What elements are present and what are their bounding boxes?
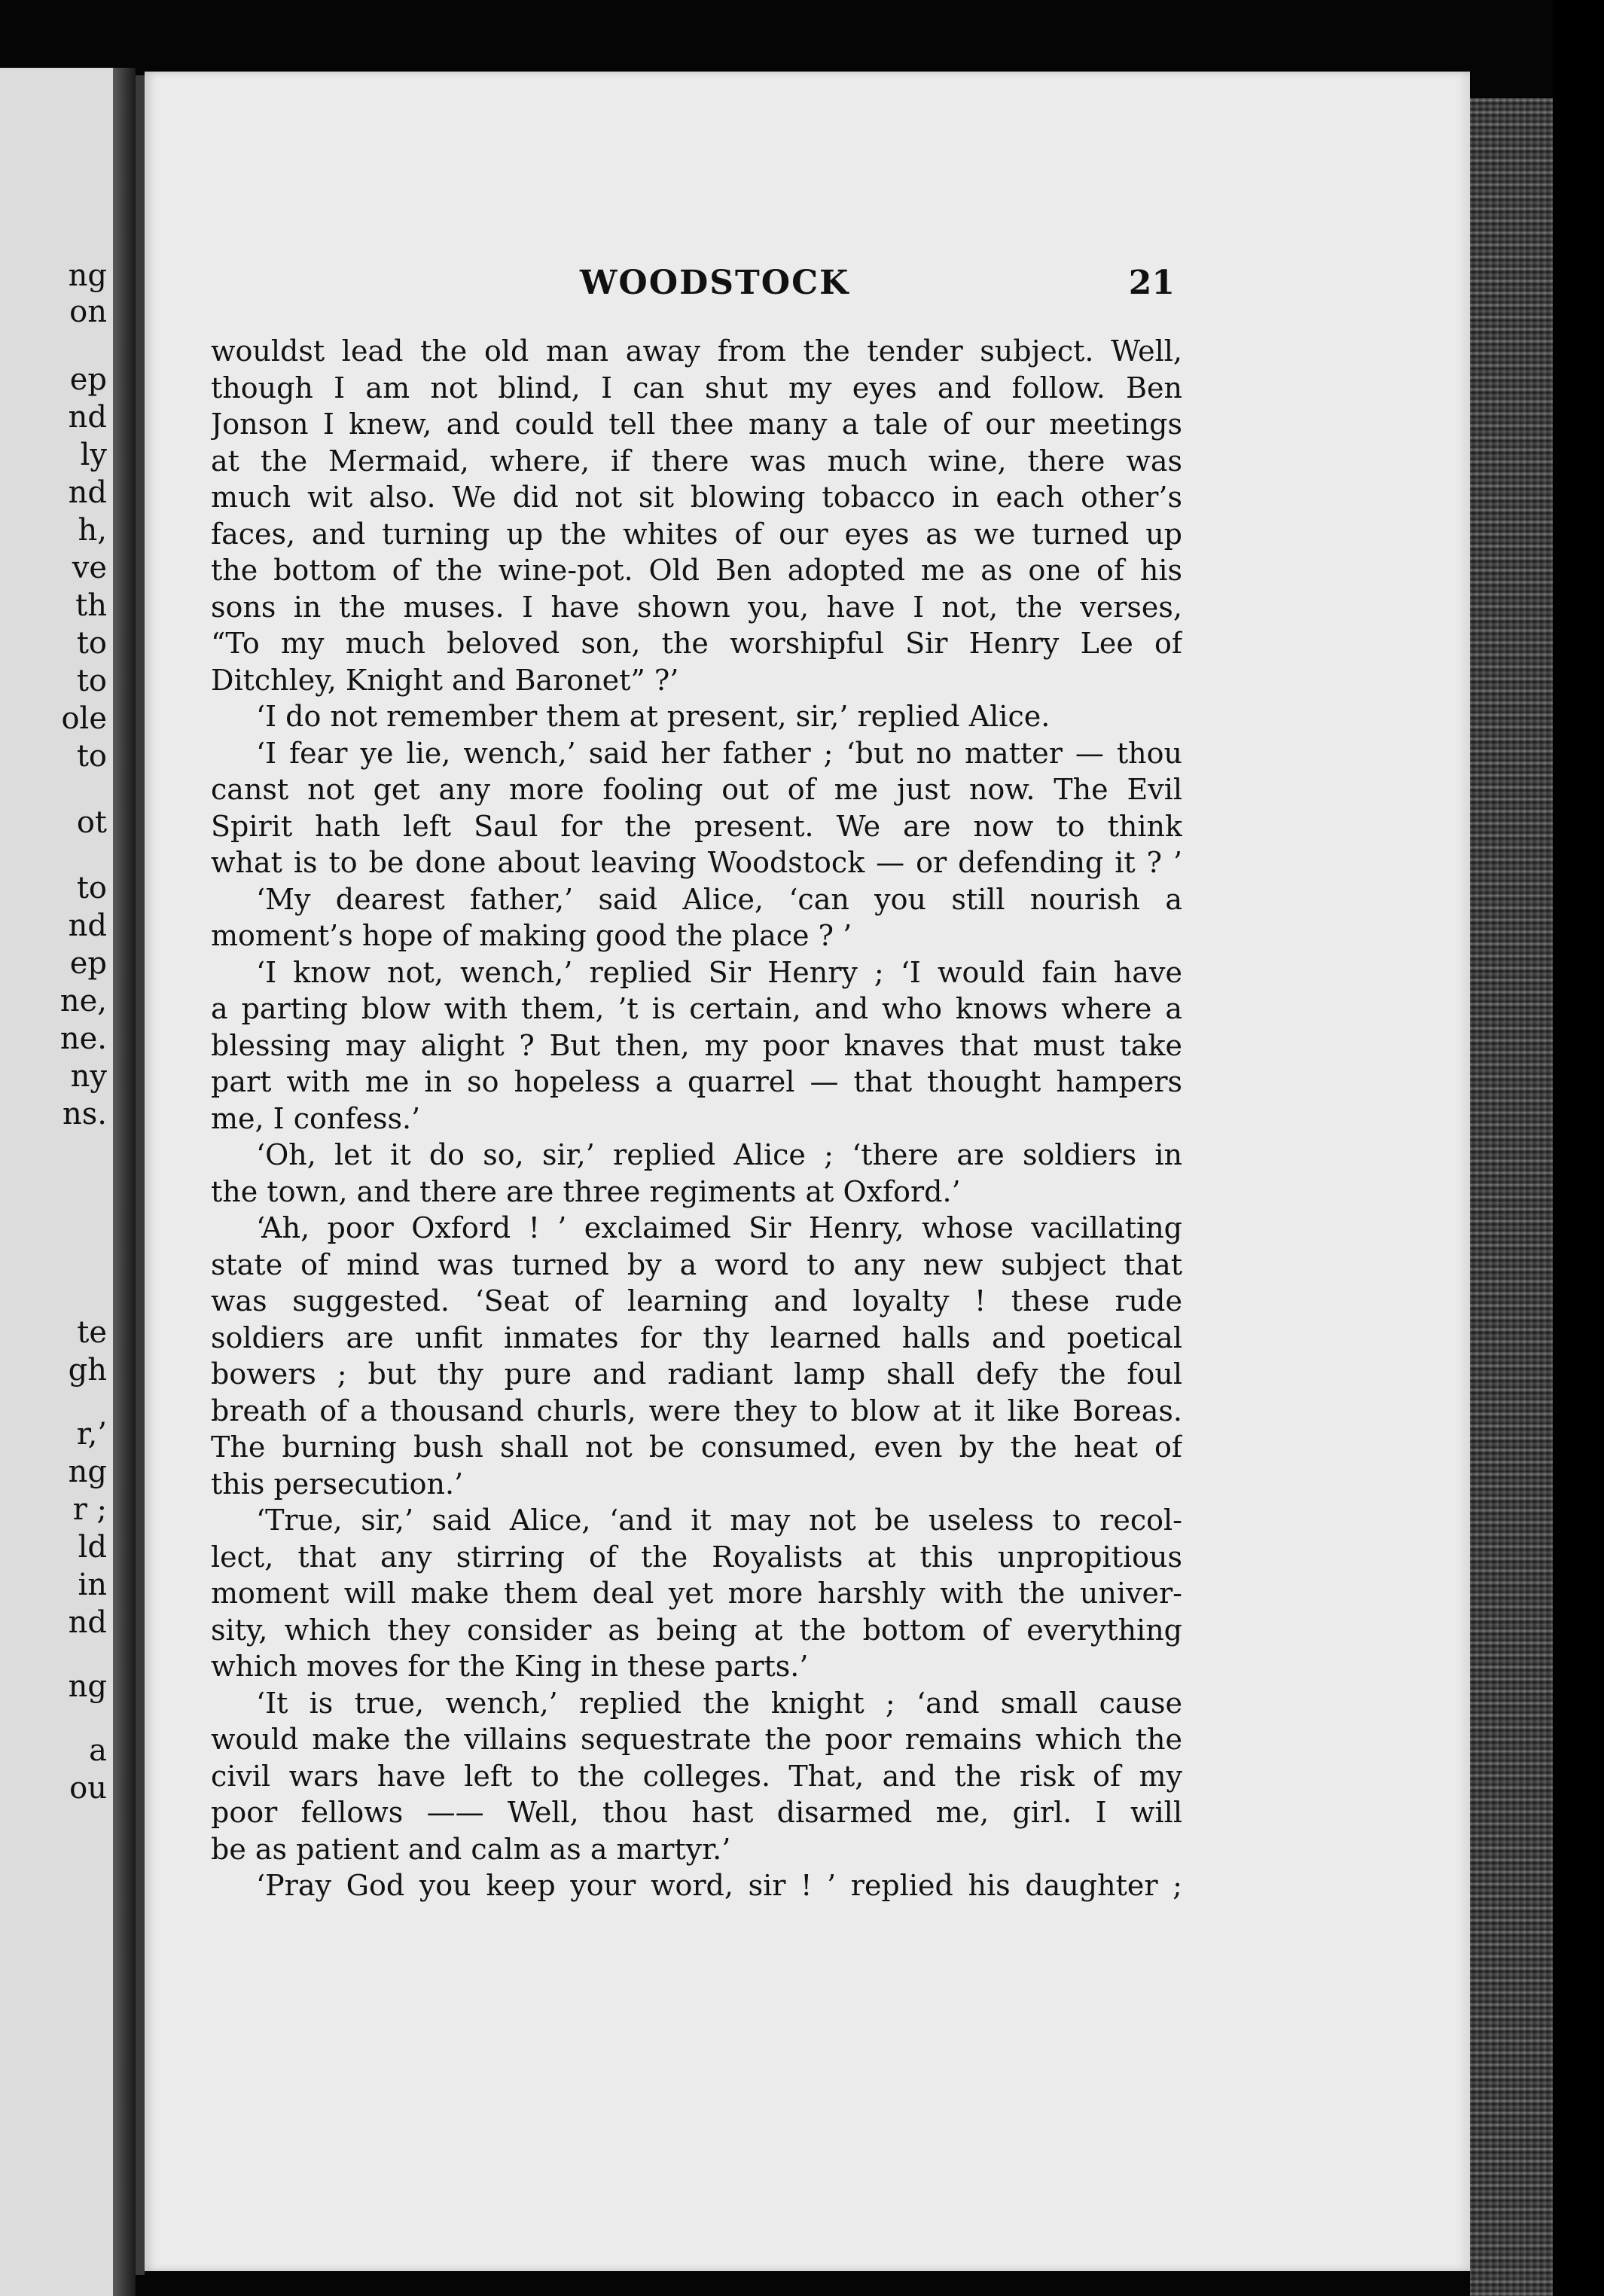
text-line: much wit also. We did not sit blowing tobacco in each other’s (211, 481, 1182, 514)
facing-page-line-fragment: ng (68, 1455, 107, 1489)
facing-page-line-fragment: ng (68, 1669, 107, 1704)
text-line: ‘I know not, wench,’ replied Sir Henry ; ‘I would fain have (256, 955, 1182, 989)
page-number: 21 (1128, 264, 1175, 302)
text-line: blessing may alight ? But then, my poor knaves that must take (211, 1028, 1182, 1062)
text-line: ‘I do not remember them at present, sir,’ replied Alice. (256, 700, 1051, 733)
running-title: WOODSTOCK (580, 264, 850, 302)
text-line: civil wars have left to the colleges. That, and the risk of my (211, 1759, 1182, 1793)
text-line: ‘Ah, poor Oxford ! ’ exclaimed Sir Henry, whose vacillating (256, 1211, 1182, 1244)
text-line: part with me in so hopeless a quarrel — that thought hampers (211, 1065, 1182, 1098)
facing-page-line-fragment: a (89, 1733, 107, 1768)
text-line: soldiers are unfit inmates for thy learned halls and poetical (211, 1321, 1182, 1354)
text-line: ‘I fear ye lie, wench,’ said her father ; ‘but no matter — thou (256, 736, 1182, 770)
facing-page-line-fragment: ot (76, 805, 107, 840)
text-line: faces, and turning up the whites of our eyes as we turned up (211, 517, 1182, 551)
facing-page-line-fragment: nd (68, 400, 107, 435)
text-line: sity, which they consider as being at the bottom of everything (211, 1613, 1182, 1647)
text-line: a parting blow with them, ’t is certain, and who knows where a (211, 992, 1182, 1025)
text-line: bowers ; but thy pure and radiant lamp shall defy the foul (211, 1357, 1182, 1391)
book-gutter (113, 68, 136, 2296)
facing-page-line-fragment: ep (69, 946, 107, 981)
facing-page-line-fragment: th (75, 588, 107, 623)
facing-page-line-fragment: r,’ (76, 1417, 107, 1452)
text-line: Jonson I knew, and could tell thee many a tale of our meetings (211, 408, 1182, 441)
facing-page-line-fragment: to (76, 664, 107, 698)
text-line: ‘Oh, let it do so, sir,’ replied Alice ; ‘there are soldiers in (256, 1138, 1182, 1171)
text-line: moment will make them deal yet more harshly with the univer- (211, 1577, 1182, 1610)
text-line: would make the villains sequestrate the poor remains which the (211, 1723, 1182, 1756)
text-line: ‘It is true, wench,’ replied the knight ; ‘and small cause (256, 1686, 1182, 1720)
text-line: breath of a thousand churls, were they to blow at it like Boreas. (211, 1394, 1182, 1427)
text-line: “To my much beloved son, the worshipful Sir Henry Lee of (211, 627, 1182, 660)
text-line: though I am not blind, I can shut my eyes and follow. Ben (211, 371, 1182, 405)
text-line: what is to be done about leaving Woodstock — or defending it ? ’ (211, 846, 1182, 879)
text-line: the town, and there are three regiments at Oxford.’ (211, 1174, 961, 1208)
text-line: me, I confess.’ (211, 1101, 421, 1135)
facing-page-line-fragment: ne. (59, 1021, 107, 1056)
text-line: ‘True, sir,’ said Alice, ‘and it may not be useless to recol- (256, 1504, 1182, 1537)
text-line: was suggested. ‘Seat of learning and loyalty ! these rude (211, 1284, 1182, 1317)
facing-page-line-fragment: r ; (72, 1492, 107, 1527)
facing-page-line-fragment: to (76, 626, 107, 661)
binding-strip (136, 75, 145, 2275)
text-line: lect, that any stirring of the Royalists at this unpropitious (211, 1540, 1182, 1574)
text-line: at the Mermaid, where, if there was much wine, there was (211, 444, 1182, 478)
facing-page-line-fragment: on (69, 295, 107, 329)
text-line: Spirit hath left Saul for the present. We are now to think (211, 809, 1182, 843)
facing-page-line-fragment: h, (78, 513, 107, 548)
facing-page-line-fragment: to (76, 739, 107, 774)
facing-page-line-fragment: in (78, 1568, 107, 1602)
facing-page-line-fragment: nd (68, 908, 107, 943)
facing-page-line-fragment: nd (68, 475, 107, 510)
text-line: be as patient and calm as a martyr.’ (211, 1832, 731, 1866)
facing-page-line-fragment: ole (61, 701, 107, 736)
facing-page-line-fragment: ng (68, 258, 107, 293)
facing-page-line-fragment: te (77, 1315, 107, 1350)
text-line: canst not get any more fooling out of me just now. The Evil (211, 773, 1182, 806)
page-body-text (211, 333, 1182, 1904)
text-line: this persecution.’ (211, 1467, 464, 1501)
text-line: ‘My dearest father,’ said Alice, ‘can you still nourish a (256, 882, 1182, 916)
text-line: sons in the muses. I have shown you, have I not, the verses, (211, 590, 1182, 624)
facing-page-line-fragment: ld (78, 1530, 107, 1565)
facing-page-line-fragment: ne, (59, 984, 107, 1018)
facing-page-line-fragment: ly (80, 438, 107, 472)
text-line: the bottom of the wine-pot. Old Ben adopted me as one of his (211, 554, 1182, 587)
facing-page-line-fragment: ve (72, 551, 107, 585)
text-line: Ditchley, Knight and Baronet” ?’ (211, 663, 679, 697)
facing-page-fragment (0, 68, 113, 2296)
facing-page-line-fragment: nd (68, 1605, 107, 1640)
text-line: which moves for the King in these parts.’ (211, 1650, 809, 1683)
facing-page-line-fragment: ny (70, 1059, 107, 1094)
text-line: ‘Pray God you keep your word, sir ! ’ replied his daughter ; (256, 1869, 1182, 1902)
text-line: moment’s hope of making good the place ? ’ (211, 919, 852, 952)
facing-page-line-fragment: gh (68, 1353, 107, 1388)
scan-background (1553, 0, 1604, 2296)
decorated-page-edge (1470, 98, 1553, 2296)
text-line: poor fellows —— Well, thou hast disarmed me, girl. I will (211, 1796, 1182, 1829)
facing-page-line-fragment: ep (69, 362, 107, 397)
facing-page-line-fragment: to (76, 871, 107, 905)
facing-page-line-fragment: ou (69, 1771, 107, 1806)
text-line: wouldst lead the old man away from the tender subject. Well, (211, 334, 1182, 368)
facing-page-line-fragment: ns. (62, 1097, 107, 1131)
text-line: The burning bush shall not be consumed, even by the heat of (211, 1430, 1182, 1464)
running-head (211, 264, 1175, 309)
text-line: state of mind was turned by a word to any new subject that (211, 1247, 1182, 1281)
